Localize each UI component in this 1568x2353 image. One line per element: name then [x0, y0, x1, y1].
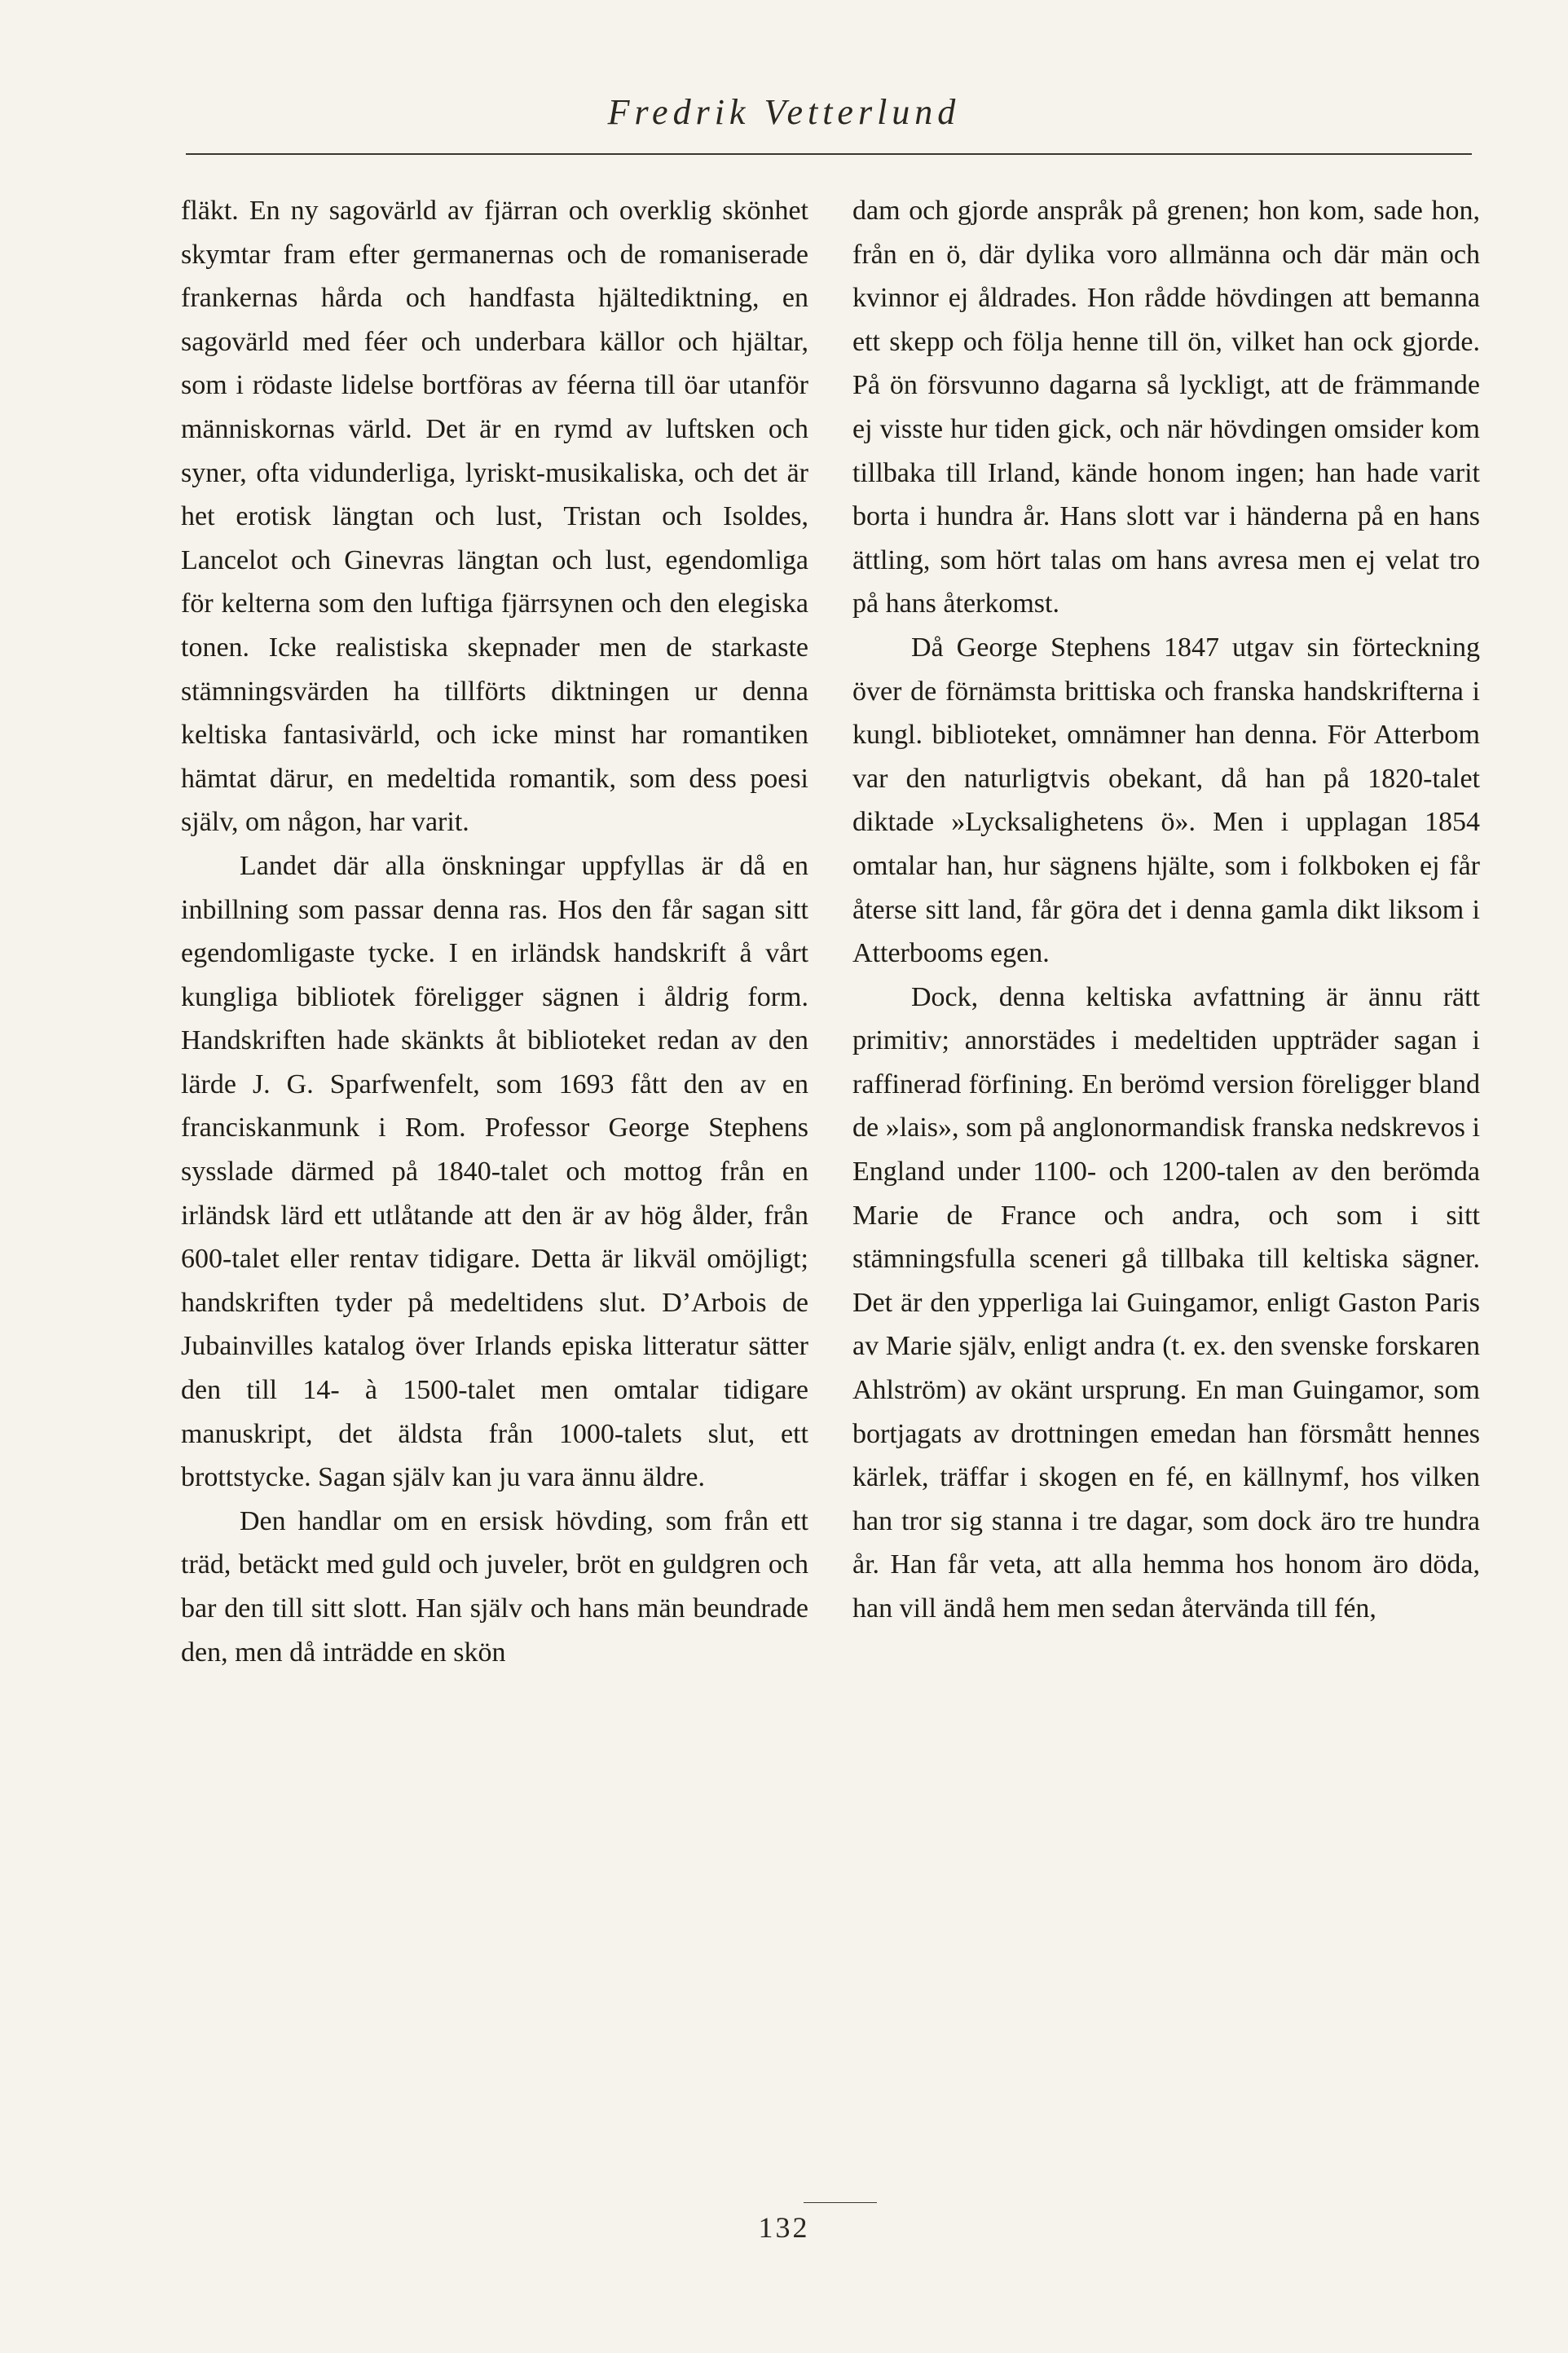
left-paragraph-2: Landet där alla önskningar uppfyllas är då en inbillning som passar denna ras. Hos den får sagan sitt egendomligaste tycke. I en irländsk handskrift å vårt kungliga bibliotek föreligger sägnen i åldrig form. Handskriften hade skänkts åt biblioteket redan av den lärde J. G. Sparfwenfelt, som 1693 fått den av en franciskanmunk i Rom. Professor George Stephens sysslade därmed på 1840-talet och mottog från en irländsk lärd ett utlåtande att den är av hög ålder, från 600-talet eller rentav tidigare. Detta är likväl omöjligt; handskriften tyder på medeltidens slut. D’Arbois de Jubainvilles katalog över Irlands episka litteratur sätter den till 14- à 1500-talet men omtalar tidigare manuskript, det äldsta från 1000-talets slut, ett brottstycke. Sagan själv kan ju vara ännu äldre.: [181, 850, 808, 1493]
right-paragraph-2: Då George Stephens 1847 utgav sin förteckning över de förnämsta brittiska och franska handskrifterna i kungl. biblioteket, omnämner han denna. För Atterbom var den naturligtvis obekant, då han på 1820-talet diktade »Lycksalighetens ö». Men i upplagan 1854 omtalar han, hur sägnens hjälte, som i folkboken ej får återse sitt land, får göra det i denna gamla dikt liksom i Atterbooms egen.: [852, 632, 1480, 969]
page-number: 132: [758, 2211, 810, 2244]
header-rule: [186, 153, 1472, 155]
left-paragraph-3: Den handlar om en ersisk hövding, som från ett träd, betäckt med guld och juveler, bröt en guldgren och bar den till sitt slott. Han själv och hans män beundrade den, men då inträdde en skön: [181, 1505, 808, 1668]
right-paragraph-1: dam och gjorde anspråk på grenen; hon kom, sade hon, från en ö, där dylika voro allmänna och där män och kvinnor ej åldrades. Hon rådde hövdingen att bemanna ett skepp och följa henne till ön, vilket han ock gjorde. På ön försvunno dagarna så lyckligt, att de främmande ej visste hur tiden gick, och när hövdingen omsider kom tillbaka till Irland, kände honom ingen; han hade varit borta i hundra år. Hans slott var i händerna på en hans ättling, som hört talas om hans avresa men ej velat tro på hans återkomst.: [852, 196, 1480, 619]
right-column: [852, 189, 1480, 1631]
right-paragraph-3: Dock, denna keltiska avfattning är ännu rätt primitiv; annorstädes i medeltiden uppträder sagan i raffinerad förfining. En berömd version föreligger bland de »lais», som på anglonormandisk franska nedskrevos i England under 1100- och 1200-talen av den berömda Marie de France och andra, och som i sitt stämningsfulla sceneri gå tillbaka till keltiska sägner. Det är den ypperliga lai Guingamor, enligt Gaston Paris av Marie själv, enligt andra (t. ex. den svenske forskaren Ahlström) av okänt ursprung. En man Guingamor, som bortjagats av drottningen emedan han försmått hennes kärlek, träffar i skogen en fé, en källnymf, hos vilken han tror sig stanna i tre dagar, som dock äro tre hundra år. Han får veta, att alla hemma hos honom äro döda, han vill ändå hem men sedan återvända till fén,: [852, 981, 1480, 1624]
left-paragraph-1: fläkt. En ny sagovärld av fjärran och overklig skönhet skymtar fram efter germanernas och de romaniserade frankernas hårda och handfasta hjältediktning, en sagovärld med féer och underbara källor och hjältar, som i rödaste lidelse bortföras av féerna till öar utanför människornas värld. Det är en rymd av luftsken och syner, ofta vidunderliga, lyriskt-musikaliska, och det är het erotisk längtan och lust, Tristan och Isoldes, Lancelot och Ginevras längtan och lust, egendomliga för kelterna som den luftiga fjärrsynen och den elegiska tonen. Icke realistiska skepnader men de starkaste stämningsvärden ha tillförts diktningen ur denna keltiska fantasivärld, och icke minst har romantiken hämtat därur, en medeltida romantik, som dess poesi själv, om någon, har varit.: [181, 196, 808, 838]
footer-rule: [804, 2202, 877, 2203]
left-column: [181, 189, 808, 1674]
running-head-title: Fredrik Vetterlund: [607, 92, 961, 132]
